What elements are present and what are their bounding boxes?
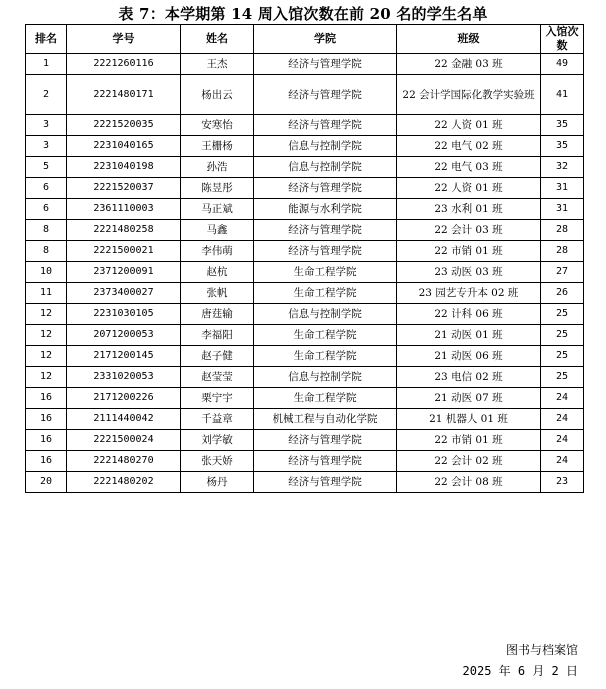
cell-class: 22 会计 03 班: [397, 220, 541, 241]
cell-name: 赵子健: [181, 346, 254, 367]
cell-visit-count: 32: [541, 157, 584, 178]
cell-student-id: 2221480171: [67, 75, 181, 115]
table-row: [26, 346, 584, 367]
cell-student-id: 2221480202: [67, 472, 181, 493]
cell-name: 千益章: [181, 409, 254, 430]
cell-class: 22 市销 01 班: [397, 430, 541, 451]
cell-visit-count: 31: [541, 199, 584, 220]
table-row: [26, 220, 584, 241]
cell-college: 信息与控制学院: [254, 367, 397, 388]
cell-class: 23 园艺专升本 02 班: [397, 283, 541, 304]
cell-name: 杨出云: [181, 75, 254, 115]
cell-rank: 12: [26, 346, 67, 367]
cell-name: 赵杭: [181, 262, 254, 283]
cell-student-id: 2373400027: [67, 283, 181, 304]
cell-class: 22 金融 03 班: [397, 54, 541, 75]
table-row: [26, 136, 584, 157]
table-row: [26, 367, 584, 388]
header-rank: 排名: [26, 25, 67, 54]
cell-visit-count: 25: [541, 367, 584, 388]
cell-college: 经济与管理学院: [254, 54, 397, 75]
cell-class: 21 机器人 01 班: [397, 409, 541, 430]
table-row: [26, 451, 584, 472]
cell-class: 22 市销 01 班: [397, 241, 541, 262]
cell-college: 经济与管理学院: [254, 451, 397, 472]
cell-rank: 5: [26, 157, 67, 178]
cell-visit-count: 26: [541, 283, 584, 304]
cell-student-id: 2221500024: [67, 430, 181, 451]
table-row: [26, 283, 584, 304]
cell-name: 赵莹莹: [181, 367, 254, 388]
cell-student-id: 2071200053: [67, 325, 181, 346]
cell-college: 信息与控制学院: [254, 136, 397, 157]
cell-name: 孙浩: [181, 157, 254, 178]
cell-student-id: 2331020053: [67, 367, 181, 388]
cell-rank: 20: [26, 472, 67, 493]
cell-class: 22 人资 01 班: [397, 115, 541, 136]
cell-visit-count: 49: [541, 54, 584, 75]
cell-name: 张帆: [181, 283, 254, 304]
cell-college: 生命工程学院: [254, 388, 397, 409]
table-row: [26, 262, 584, 283]
cell-class: 22 会计学国际化教学实验班: [397, 75, 541, 115]
cell-student-id: 2111440042: [67, 409, 181, 430]
cell-college: 信息与控制学院: [254, 304, 397, 325]
cell-college: 生命工程学院: [254, 262, 397, 283]
cell-rank: 3: [26, 115, 67, 136]
cell-student-id: 2231040165: [67, 136, 181, 157]
cell-class: 22 计科 06 班: [397, 304, 541, 325]
table-row: [26, 178, 584, 199]
cell-college: 经济与管理学院: [254, 115, 397, 136]
cell-rank: 2: [26, 75, 67, 115]
table-row: [26, 157, 584, 178]
cell-rank: 16: [26, 388, 67, 409]
cell-class: 21 动医 06 班: [397, 346, 541, 367]
table-row: [26, 54, 584, 75]
cell-student-id: 2171200145: [67, 346, 181, 367]
cell-student-id: 2171200226: [67, 388, 181, 409]
table-row: [26, 472, 584, 493]
cell-visit-count: 28: [541, 220, 584, 241]
cell-student-id: 2221480270: [67, 451, 181, 472]
cell-college: 经济与管理学院: [254, 472, 397, 493]
cell-student-id: 2221500021: [67, 241, 181, 262]
cell-name: 栗宁宇: [181, 388, 254, 409]
cell-visit-count: 27: [541, 262, 584, 283]
header-name: 姓名: [181, 25, 254, 54]
cell-student-id: 2221520037: [67, 178, 181, 199]
table-row: [26, 199, 584, 220]
cell-visit-count: 25: [541, 304, 584, 325]
cell-student-id: 2361110003: [67, 199, 181, 220]
cell-rank: 8: [26, 220, 67, 241]
cell-name: 杨丹: [181, 472, 254, 493]
cell-rank: 6: [26, 199, 67, 220]
cell-student-id: 2221520035: [67, 115, 181, 136]
ranking-table: [25, 24, 584, 493]
footer-organization: 图书与档案馆: [505, 643, 578, 657]
table-row: [26, 409, 584, 430]
cell-college: 生命工程学院: [254, 346, 397, 367]
cell-rank: 8: [26, 241, 67, 262]
table-row: [26, 304, 584, 325]
cell-rank: 16: [26, 409, 67, 430]
cell-visit-count: 25: [541, 346, 584, 367]
cell-visit-count: 35: [541, 115, 584, 136]
cell-class: 22 会计 08 班: [397, 472, 541, 493]
header-class: 班级: [397, 25, 541, 54]
cell-visit-count: 24: [541, 451, 584, 472]
cell-visit-count: 31: [541, 178, 584, 199]
cell-class: 23 动医 03 班: [397, 262, 541, 283]
cell-student-id: 2371200091: [67, 262, 181, 283]
header-college: 学院: [254, 25, 397, 54]
cell-rank: 12: [26, 325, 67, 346]
cell-college: 经济与管理学院: [254, 178, 397, 199]
cell-rank: 10: [26, 262, 67, 283]
cell-name: 马鑫: [181, 220, 254, 241]
cell-college: 生命工程学院: [254, 283, 397, 304]
table-row: [26, 430, 584, 451]
cell-name: 马正斌: [181, 199, 254, 220]
cell-college: 能源与水利学院: [254, 199, 397, 220]
cell-class: 22 人资 01 班: [397, 178, 541, 199]
cell-rank: 12: [26, 367, 67, 388]
table-title: 表 7：本学期第 14 周入馆次数在前 20 名的学生名单: [118, 5, 488, 23]
cell-name: 安寒怡: [181, 115, 254, 136]
cell-class: 21 动医 07 班: [397, 388, 541, 409]
cell-rank: 12: [26, 304, 67, 325]
cell-college: 经济与管理学院: [254, 220, 397, 241]
cell-college: 信息与控制学院: [254, 157, 397, 178]
cell-student-id: 2221480258: [67, 220, 181, 241]
cell-visit-count: 25: [541, 325, 584, 346]
cell-visit-count: 24: [541, 388, 584, 409]
cell-name: 唐莛输: [181, 304, 254, 325]
cell-class: 22 会计 02 班: [397, 451, 541, 472]
cell-visit-count: 24: [541, 430, 584, 451]
cell-name: 张天娇: [181, 451, 254, 472]
cell-class: 23 水利 01 班: [397, 199, 541, 220]
cell-class: 22 电气 02 班: [397, 136, 541, 157]
cell-rank: 1: [26, 54, 67, 75]
cell-name: 刘学敏: [181, 430, 254, 451]
cell-visit-count: 28: [541, 241, 584, 262]
table-row: [26, 388, 584, 409]
cell-student-id: 2231030105: [67, 304, 181, 325]
cell-visit-count: 24: [541, 409, 584, 430]
header-row: [26, 25, 584, 54]
cell-name: 李福阳: [181, 325, 254, 346]
cell-college: 经济与管理学院: [254, 241, 397, 262]
table-row: [26, 75, 584, 115]
cell-college: 经济与管理学院: [254, 75, 397, 115]
cell-college: 机械工程与自动化学院: [254, 409, 397, 430]
table-body: [26, 54, 584, 493]
cell-rank: 16: [26, 430, 67, 451]
cell-class: 22 电气 03 班: [397, 157, 541, 178]
cell-college: 生命工程学院: [254, 325, 397, 346]
cell-class: 23 电信 02 班: [397, 367, 541, 388]
table-row: [26, 115, 584, 136]
cell-rank: 6: [26, 178, 67, 199]
cell-rank: 11: [26, 283, 67, 304]
cell-student-id: 2221260116: [67, 54, 181, 75]
cell-name: 李伟萌: [181, 241, 254, 262]
header-visit-count: 入馆次数: [541, 25, 584, 54]
cell-visit-count: 35: [541, 136, 584, 157]
cell-student-id: 2231040198: [67, 157, 181, 178]
cell-visit-count: 23: [541, 472, 584, 493]
cell-rank: 3: [26, 136, 67, 157]
table-row: [26, 325, 584, 346]
cell-name: 陈昱彤: [181, 178, 254, 199]
table-row: [26, 241, 584, 262]
cell-visit-count: 41: [541, 75, 584, 115]
cell-class: 21 动医 01 班: [397, 325, 541, 346]
cell-name: 王杰: [181, 54, 254, 75]
footer-date: 2025 年 6 月 2 日: [462, 664, 578, 678]
cell-rank: 16: [26, 451, 67, 472]
header-student-id: 学号: [67, 25, 181, 54]
cell-college: 经济与管理学院: [254, 430, 397, 451]
cell-name: 王栅杨: [181, 136, 254, 157]
